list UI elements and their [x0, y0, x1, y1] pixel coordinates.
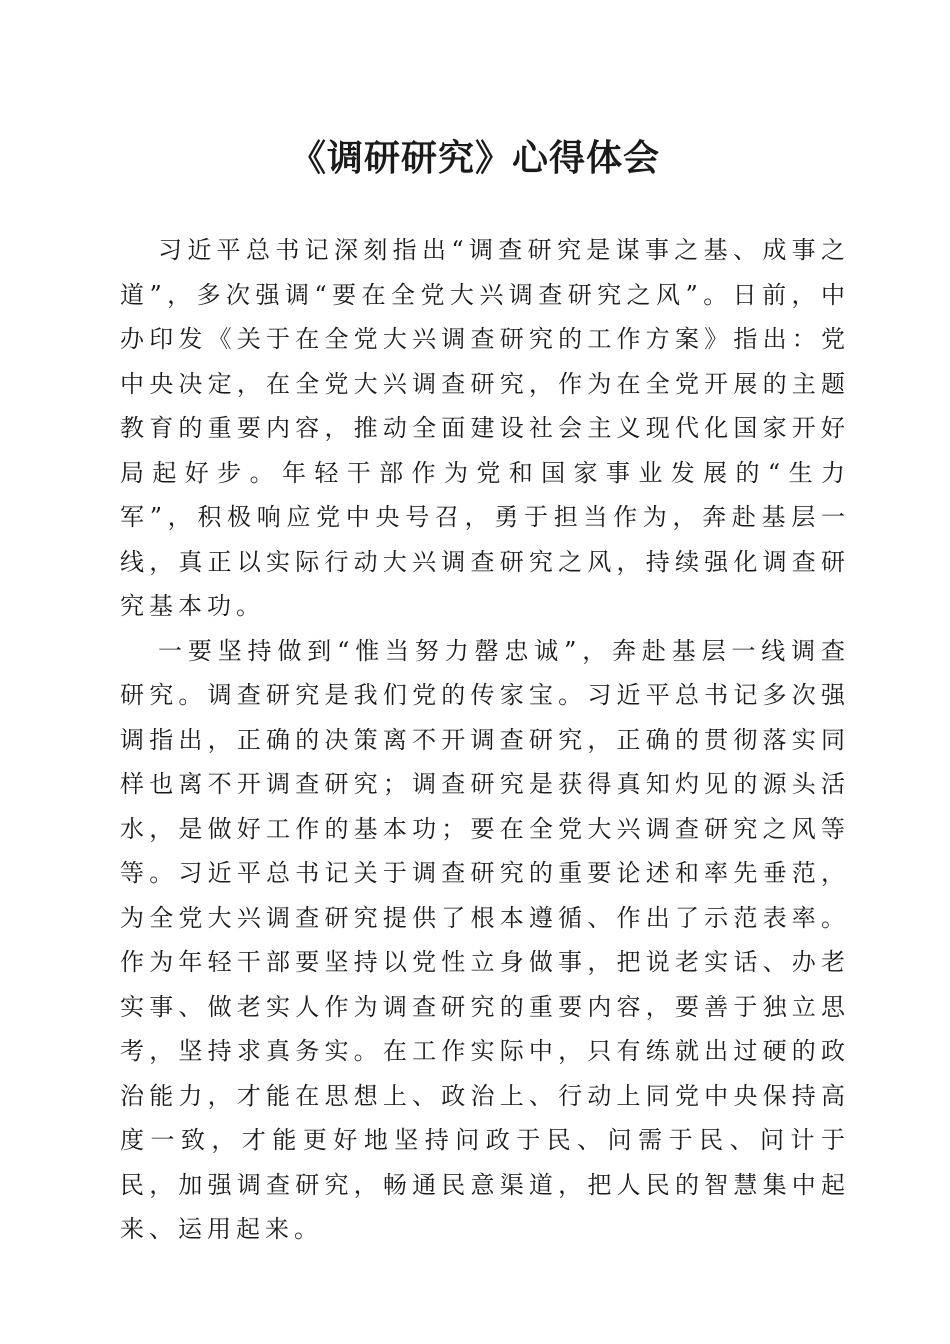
paragraph-point-one: 一要坚持做到“惟当努力罄忠诚”，奔赴基层一线调查研究。调查研究是我们党的传家宝。习近平总书记多次强调指出，正确的决策离不开调查研究，正确的贯彻落实同样也离不开调查研究；调查研究是获得真知灼见的源头活水，是做好工作的基本功；要在全党大兴调查研究之风等等。习近平总书记关于调查研究的重要论述和率先垂范，为全党大兴调查研究提供了根本遵循、作出了示范表率。作为年轻干部要坚持以党性立身做事，把说老实话、办老实事、做老实人作为调查研究的重要内容，要善于独立思考，坚持求真务实。在工作实际中，只有练就出过硬的政治能力，才能在思想上、政治上、行动上同党中央保持高度一致，才能更好地坚持问政于民、问需于民、问计于民，加强调查研究，畅通民意渠道，把人民的智慧集中起来、运用起来。	[120, 636, 850, 1243]
paragraph-intro: 习近平总书记深刻指出“调查研究是谋事之基、成事之道”，多次强调“要在全党大兴调查研究之风”。日前，中办印发《关于在全党大兴调查研究的工作方案》指出：党中央决定，在全党大兴调查研究，作为在全党开展的主题教育的重要内容，推动全面建设社会主义现代化国家开好局起好步。年轻干部作为党和国家事业发展的“生力军”，积极响应党中央号召，勇于担当作为，奔赴基层一线，真正以实际行动大兴调查研究之风，持续强化调查研究基本功。	[120, 236, 850, 620]
document-title: 《调研研究》心得体会	[289, 137, 660, 179]
document-body	[120, 228, 850, 1252]
